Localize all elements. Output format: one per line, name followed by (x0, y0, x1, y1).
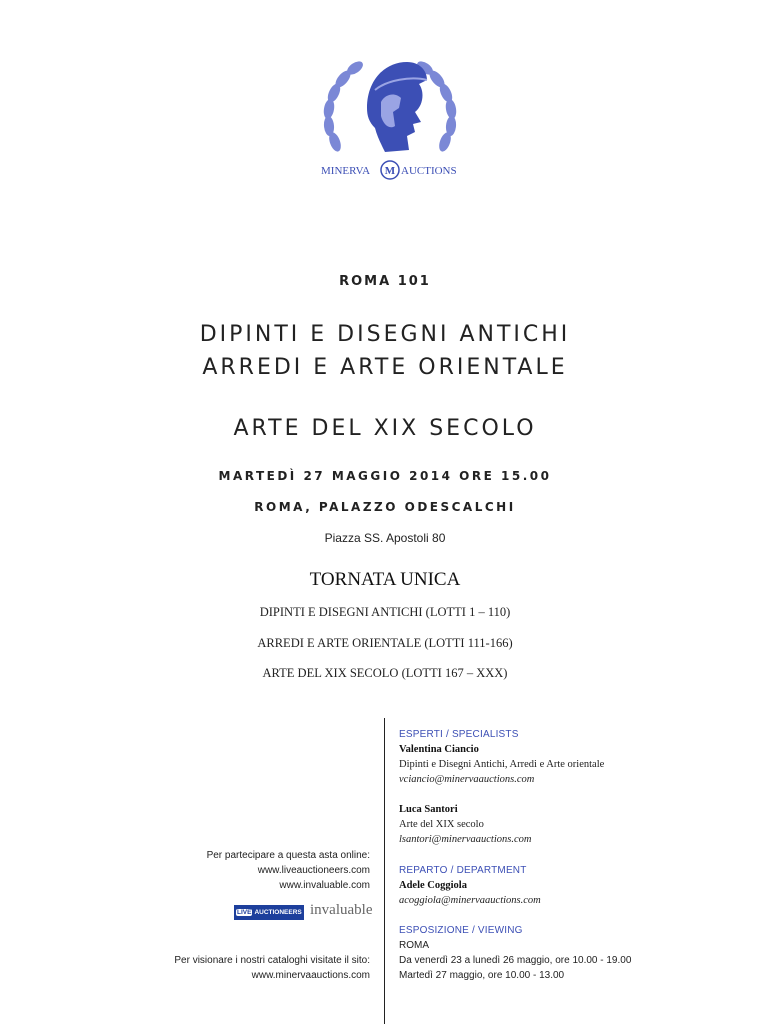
specialist-2-email[interactable]: lsantori@minervaauctions.com (399, 834, 532, 845)
sale-venue: ROMA, PALAZZO ODESCALCHI (254, 500, 516, 514)
catalogues-site[interactable]: www.minervaauctions.com (251, 970, 370, 981)
session-lot-2: ARREDI E ARTE ORIENTALE (LOTTI 111-166) (257, 636, 513, 650)
department-heading: REPARTO / DEPARTMENT (399, 865, 527, 876)
minerva-auctions-logo (315, 50, 465, 190)
specialist-2-block (399, 802, 531, 847)
specialist-1-email[interactable]: vciancio@minervaauctions.com (399, 774, 535, 785)
logo-monogram: M (384, 165, 396, 177)
sale-number: ROMA 101 (339, 274, 431, 289)
session-lot-3: ARTE DEL XIX SECOLO (LOTTI 167 – XXX) (262, 666, 508, 680)
department-block (399, 863, 541, 908)
specialist-2-name: Luca Santori (399, 804, 458, 815)
invaluable-badge[interactable]: invaluable (310, 902, 373, 918)
specialists-heading: ESPERTI / SPECIALISTS (399, 729, 519, 740)
online-site-invaluable[interactable]: www.invaluable.com (279, 880, 370, 891)
online-block (207, 848, 370, 893)
venue-address: Piazza SS. Apostoli 80 (324, 531, 446, 545)
catalogues-block (174, 953, 370, 983)
viewing-city: ROMA (399, 940, 429, 951)
catalogues-intro: Per visionare i nostri cataloghi visitate il sito: (174, 955, 370, 966)
online-site-liveauctioneers[interactable]: www.liveauctioneers.com (257, 865, 370, 876)
viewing-block (399, 923, 631, 983)
minerva-head-icon (367, 62, 427, 152)
live-badge-part: LIVE (237, 909, 252, 916)
liveauctioneers-badge[interactable] (234, 905, 304, 920)
viewing-heading: ESPOSIZIONE / VIEWING (399, 925, 523, 936)
session-heading: TORNATA UNICA (309, 569, 461, 590)
partner-badges (234, 902, 372, 922)
department-name: Adele Coggiola (399, 880, 467, 891)
logo-word-left: MINERVA (321, 165, 371, 177)
auctioneers-badge-part: AUCTIONEERS (254, 909, 302, 916)
specialist-2-role: Arte del XIX secolo (399, 819, 484, 830)
online-intro: Per partecipare a questa asta online: (206, 850, 370, 861)
specialist-1-role: Dipinti e Disegni Antichi, Arredi e Arte orientale (399, 759, 605, 770)
title-line-2: ARREDI E ARTE ORIENTALE (202, 355, 568, 380)
department-email[interactable]: acoggiola@minervaauctions.com (399, 895, 541, 906)
sale-date: MARTEDÌ 27 MAGGIO 2014 ORE 15.00 (218, 469, 552, 483)
column-divider (384, 718, 385, 1024)
logo-word-right: AUCTIONS (401, 165, 457, 177)
title-line-3: ARTE DEL XIX SECOLO (233, 416, 537, 441)
session-lot-1: DIPINTI E DISEGNI ANTICHI (LOTTI 1 – 110) (259, 605, 511, 619)
title-line-1: DIPINTI E DISEGNI ANTICHI (199, 322, 571, 347)
viewing-line-2: Martedì 27 maggio, ore 10.00 - 13.00 (399, 970, 565, 981)
specialist-1-name: Valentina Ciancio (399, 744, 479, 755)
specialists-block (399, 727, 604, 787)
viewing-line-1: Da venerdì 23 a lunedì 26 maggio, ore 10.00 - 19.00 (399, 955, 632, 966)
